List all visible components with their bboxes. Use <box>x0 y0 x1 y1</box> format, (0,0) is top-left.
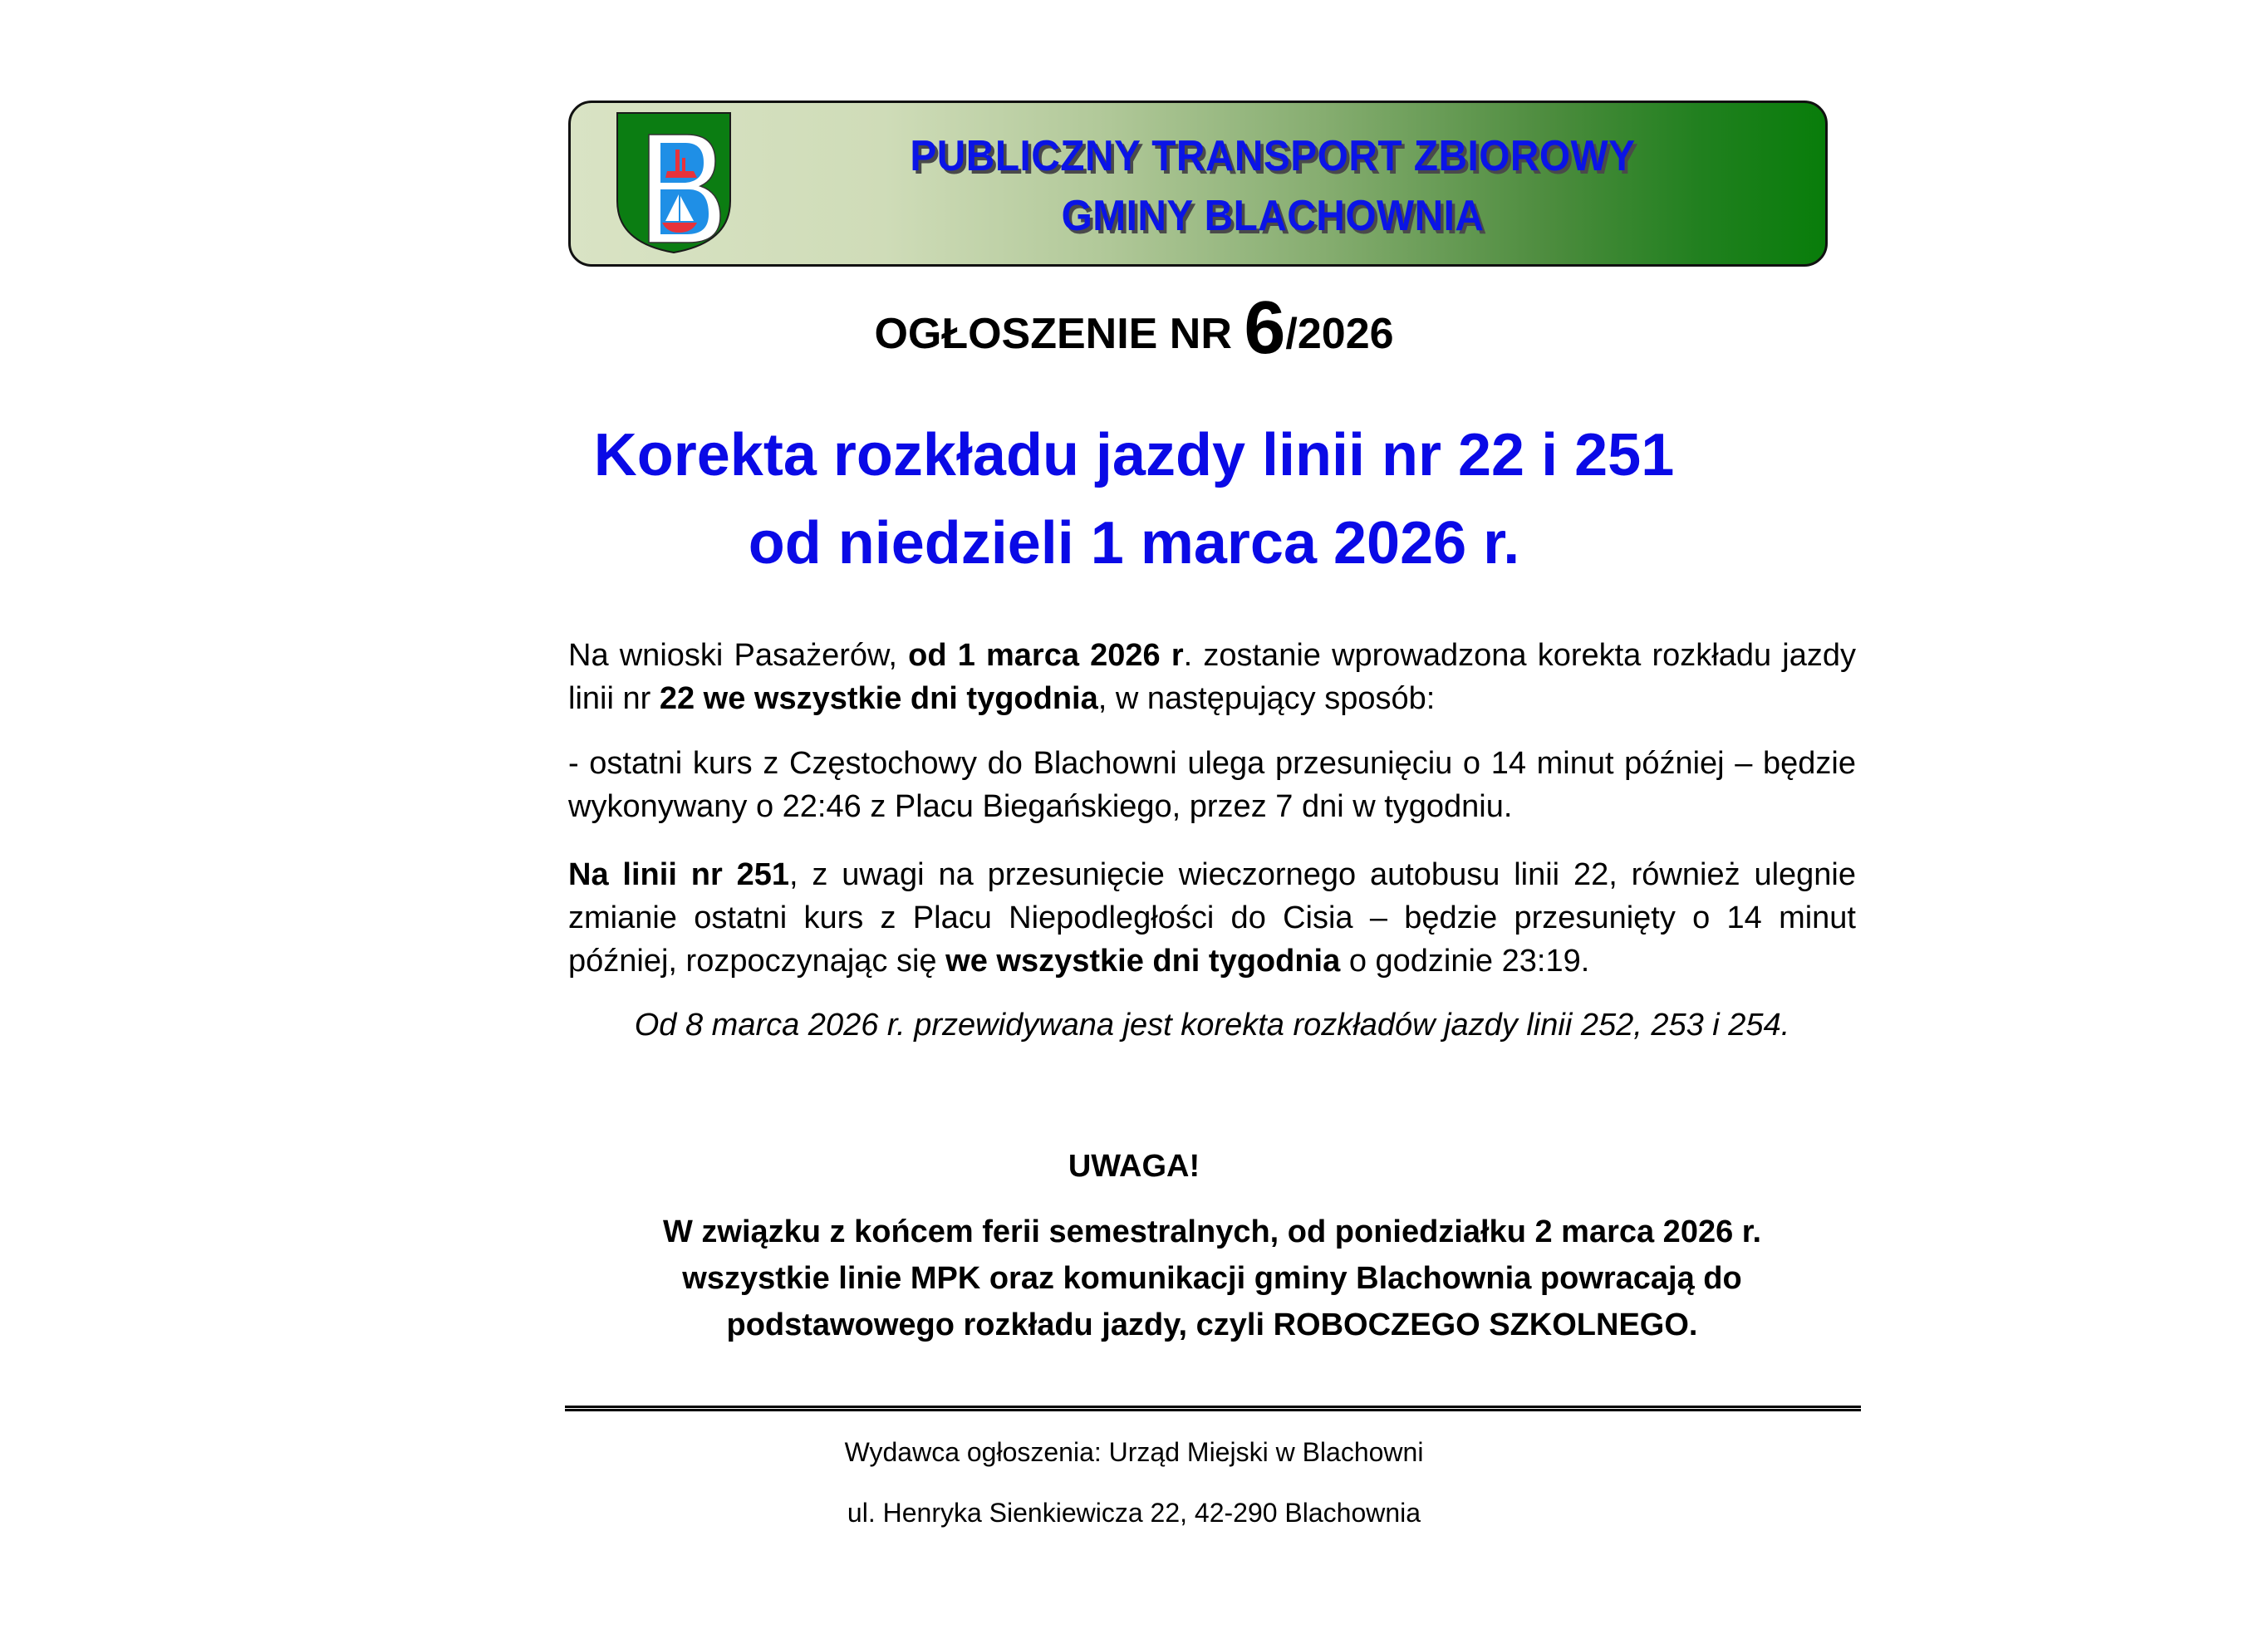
notice-line1: W związku z końcem ferii semestralnych, od poniedziałku 2 marca 2026 r. <box>662 1214 1762 1249</box>
footer-divider <box>565 1406 1861 1411</box>
emphasis-all-days: we wszystkie dni tygodnia <box>945 944 1341 979</box>
text: , w następujący sposób: <box>1097 681 1436 716</box>
announcement-year: /2026 <box>1285 310 1394 358</box>
banner-title-line1: PUBLICZNY TRANSPORT ZBIOROWY <box>910 132 1636 180</box>
paragraph-line-251-change <box>568 853 1856 983</box>
emphasis-line-251: Na linii nr 251 <box>568 857 790 892</box>
announcement-prefix: OGŁOSZENIE NR <box>874 310 1244 358</box>
headline <box>0 411 2268 587</box>
text: . zostanie wprowadzona korekta rozkładu jazdy linii nr <box>568 638 1856 716</box>
emphasis-line-22: 22 we wszystkie dni tygodnia <box>659 681 1098 716</box>
footer-address: ul. Henryka Sienkiewicza 22, 42-290 Blachownia <box>847 1498 1421 1528</box>
headline-line1: Korekta rozkładu jazdy linii nr 22 i 251 <box>593 422 1675 488</box>
announcement-number-value: 6 <box>1244 287 1286 370</box>
notice-body <box>568 1209 1856 1348</box>
notice-title: UWAGA! <box>1068 1149 1200 1184</box>
banner-title-line2: GMINY BLACHOWNIA <box>1061 192 1485 240</box>
header-banner <box>568 101 1828 267</box>
notice-line3: podstawowego rozkładu jazdy, czyli ROBOCZEGO SZKOLNEGO. <box>726 1308 1698 1342</box>
announcement-number <box>0 287 2268 375</box>
text: , z uwagi na przesunięcie wieczornego autobusu linii 22, również ulegnie zmianie ostatni kurs z Placu Niepodległości do Cisia – będzie przesunięty o 14 minut później, rozpoczynając się <box>568 857 1856 979</box>
paragraph-future-changes: Od 8 marca 2026 r. przewidywana jest korekta rozkładów jazdy linii 252, 253 i 254. <box>634 1008 1790 1043</box>
text: Na wnioski Pasażerów, <box>568 638 909 673</box>
footer-publisher: Wydawca ogłoszenia: Urząd Miejski w Blachowni <box>844 1437 1424 1467</box>
banner-title <box>780 126 1766 246</box>
paragraph-line-22-change: - ostatni kurs z Częstochowy do Blachowni ulega przesunięciu o 14 minut później – będzie wykonywany o 22:46 z Placu Biegańskiego, przez 7 dni w tygodniu. <box>568 746 1856 824</box>
text: o godzinie 23:19. <box>1340 944 1590 979</box>
notice-line2: wszystkie linie MPK oraz komunikacji gminy Blachownia powracają do <box>682 1261 1742 1296</box>
emphasis-date: od 1 marca 2026 r <box>908 638 1184 673</box>
blachownia-coat-of-arms-icon <box>614 110 734 256</box>
headline-line2: od niedzieli 1 marca 2026 r. <box>748 510 1520 577</box>
paragraph-intro <box>568 634 1856 720</box>
